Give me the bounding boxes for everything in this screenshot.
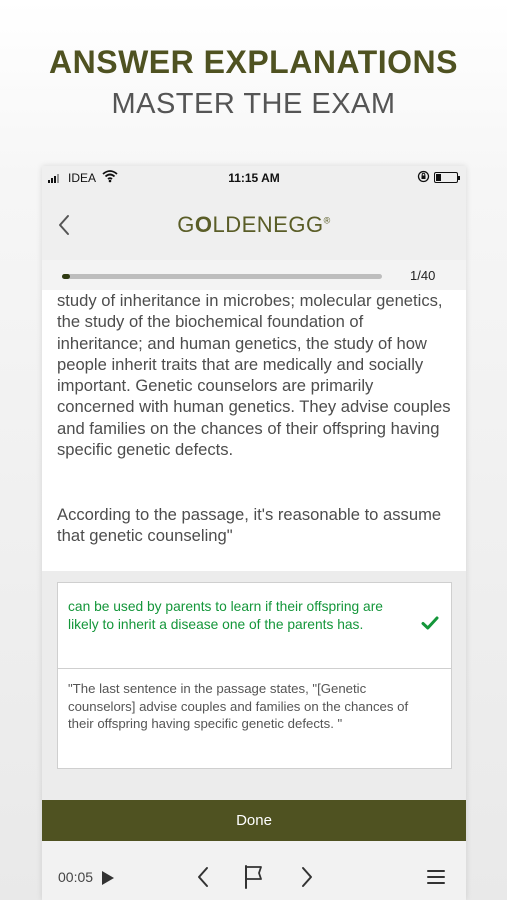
progress-row (42, 260, 466, 290)
status-bar (42, 166, 466, 190)
answer-explanation: "The last sentence in the passage states, "[Genetic counselors] advise couples and families on the chances of their offspring having specific genetic defects. " (68, 681, 409, 731)
done-button[interactable]: Done (42, 800, 466, 841)
logo-text-left: G (177, 212, 195, 237)
phone-screen (42, 166, 466, 900)
timer-label: 00:05 (58, 869, 94, 885)
logo-registered-mark: ® (323, 215, 331, 226)
progress-label: 1/40 (410, 268, 436, 283)
promo-subheadline: MASTER THE EXAM (111, 88, 396, 120)
rotation-lock-icon (417, 170, 430, 186)
next-icon[interactable] (298, 865, 316, 894)
prev-icon[interactable] (194, 865, 212, 894)
nav-bar (42, 190, 466, 260)
passage-text: study of inheritance in microbes; molecular genetics, the study of the biochemical foundation of inheritance; and human genetics, the study of how people inherit traits that are medically and socially important. Genetic counselors are primarily concerned with human genetics. They advise couples and families on the chances of their offspring having specific genetic defects. (57, 291, 451, 460)
logo-text-right: LDENEGG (212, 212, 324, 237)
carrier-label: IDEA (68, 171, 97, 185)
answer-card (57, 582, 452, 769)
promo-headline: ANSWER EXPLANATIONS (49, 44, 458, 80)
question-text: According to the passage, it's reasonable to assume that genetic counseling" (57, 505, 442, 546)
bottom-toolbar (42, 841, 466, 900)
flag-icon[interactable] (243, 864, 265, 895)
check-icon (421, 616, 439, 635)
correct-answer-choice[interactable] (58, 583, 451, 669)
app-logo (42, 212, 466, 238)
battery-icon (434, 172, 458, 183)
menu-icon[interactable] (426, 868, 446, 891)
progress-bar (62, 274, 382, 279)
status-time: 11:15 AM (228, 171, 280, 185)
logo-text-bold: O (194, 212, 213, 237)
answer-area (42, 571, 466, 800)
play-icon[interactable] (101, 870, 115, 891)
answer-choice-text: can be used by parents to learn if their offspring are likely to inherit a disease one of the parents has. (68, 599, 383, 632)
progress-bar-fill (62, 274, 70, 279)
